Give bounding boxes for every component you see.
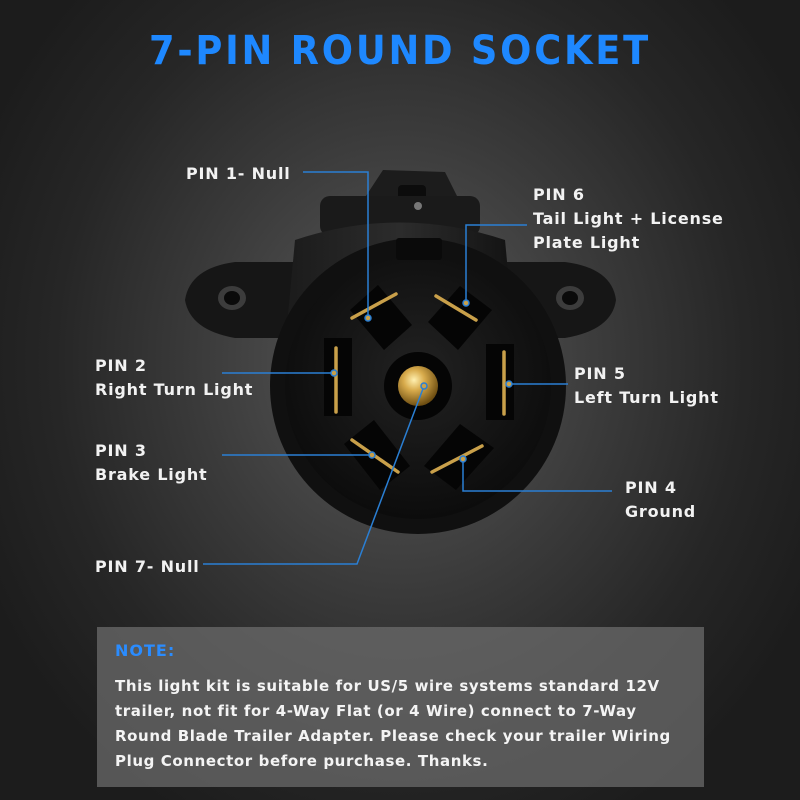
pin-7-label: PIN 7- Null (95, 557, 200, 576)
callout-dot-pin-7 (421, 383, 427, 389)
note-line: trailer, not fit for 4-Way Flat (or 4 Wire) connect to 7-Way (115, 702, 637, 720)
callout-dot-pin-6 (463, 300, 469, 306)
page-title: 7-PIN ROUND SOCKET (148, 28, 652, 74)
pin-4-label: PIN 4 (625, 478, 677, 497)
note-line: Round Blade Trailer Adapter. Please check your trailer Wiring (115, 727, 671, 745)
pin-6-function-line1: Tail Light + License (533, 209, 724, 228)
callout-dot-pin-1 (365, 315, 371, 321)
note-title: NOTE: (115, 641, 176, 660)
pin-3-label: PIN 3 (95, 441, 147, 460)
callout-dot-pin-3 (369, 452, 375, 458)
pin-2-function: Right Turn Light (95, 380, 254, 399)
callout-dot-pin-2 (331, 370, 337, 376)
pin-2-label: PIN 2 (95, 356, 147, 375)
note-line: Plug Connector before purchase. Thanks. (115, 752, 489, 770)
pin-4-function: Ground (625, 502, 697, 521)
callout-dot-pin-4 (460, 456, 466, 462)
note-line: This light kit is suitable for US/5 wire systems standard 12V (115, 677, 660, 695)
callout-dot-pin-5 (506, 381, 512, 387)
pin-1-label: PIN 1- Null (186, 164, 291, 183)
pin-3-function: Brake Light (95, 465, 208, 484)
note-panel (97, 627, 704, 787)
pin-6-function-line2: Plate Light (533, 233, 641, 252)
pin-6-label: PIN 6 (533, 185, 585, 204)
pin-5-label: PIN 5 (574, 364, 626, 383)
pin-5-function: Left Turn Light (574, 388, 719, 407)
